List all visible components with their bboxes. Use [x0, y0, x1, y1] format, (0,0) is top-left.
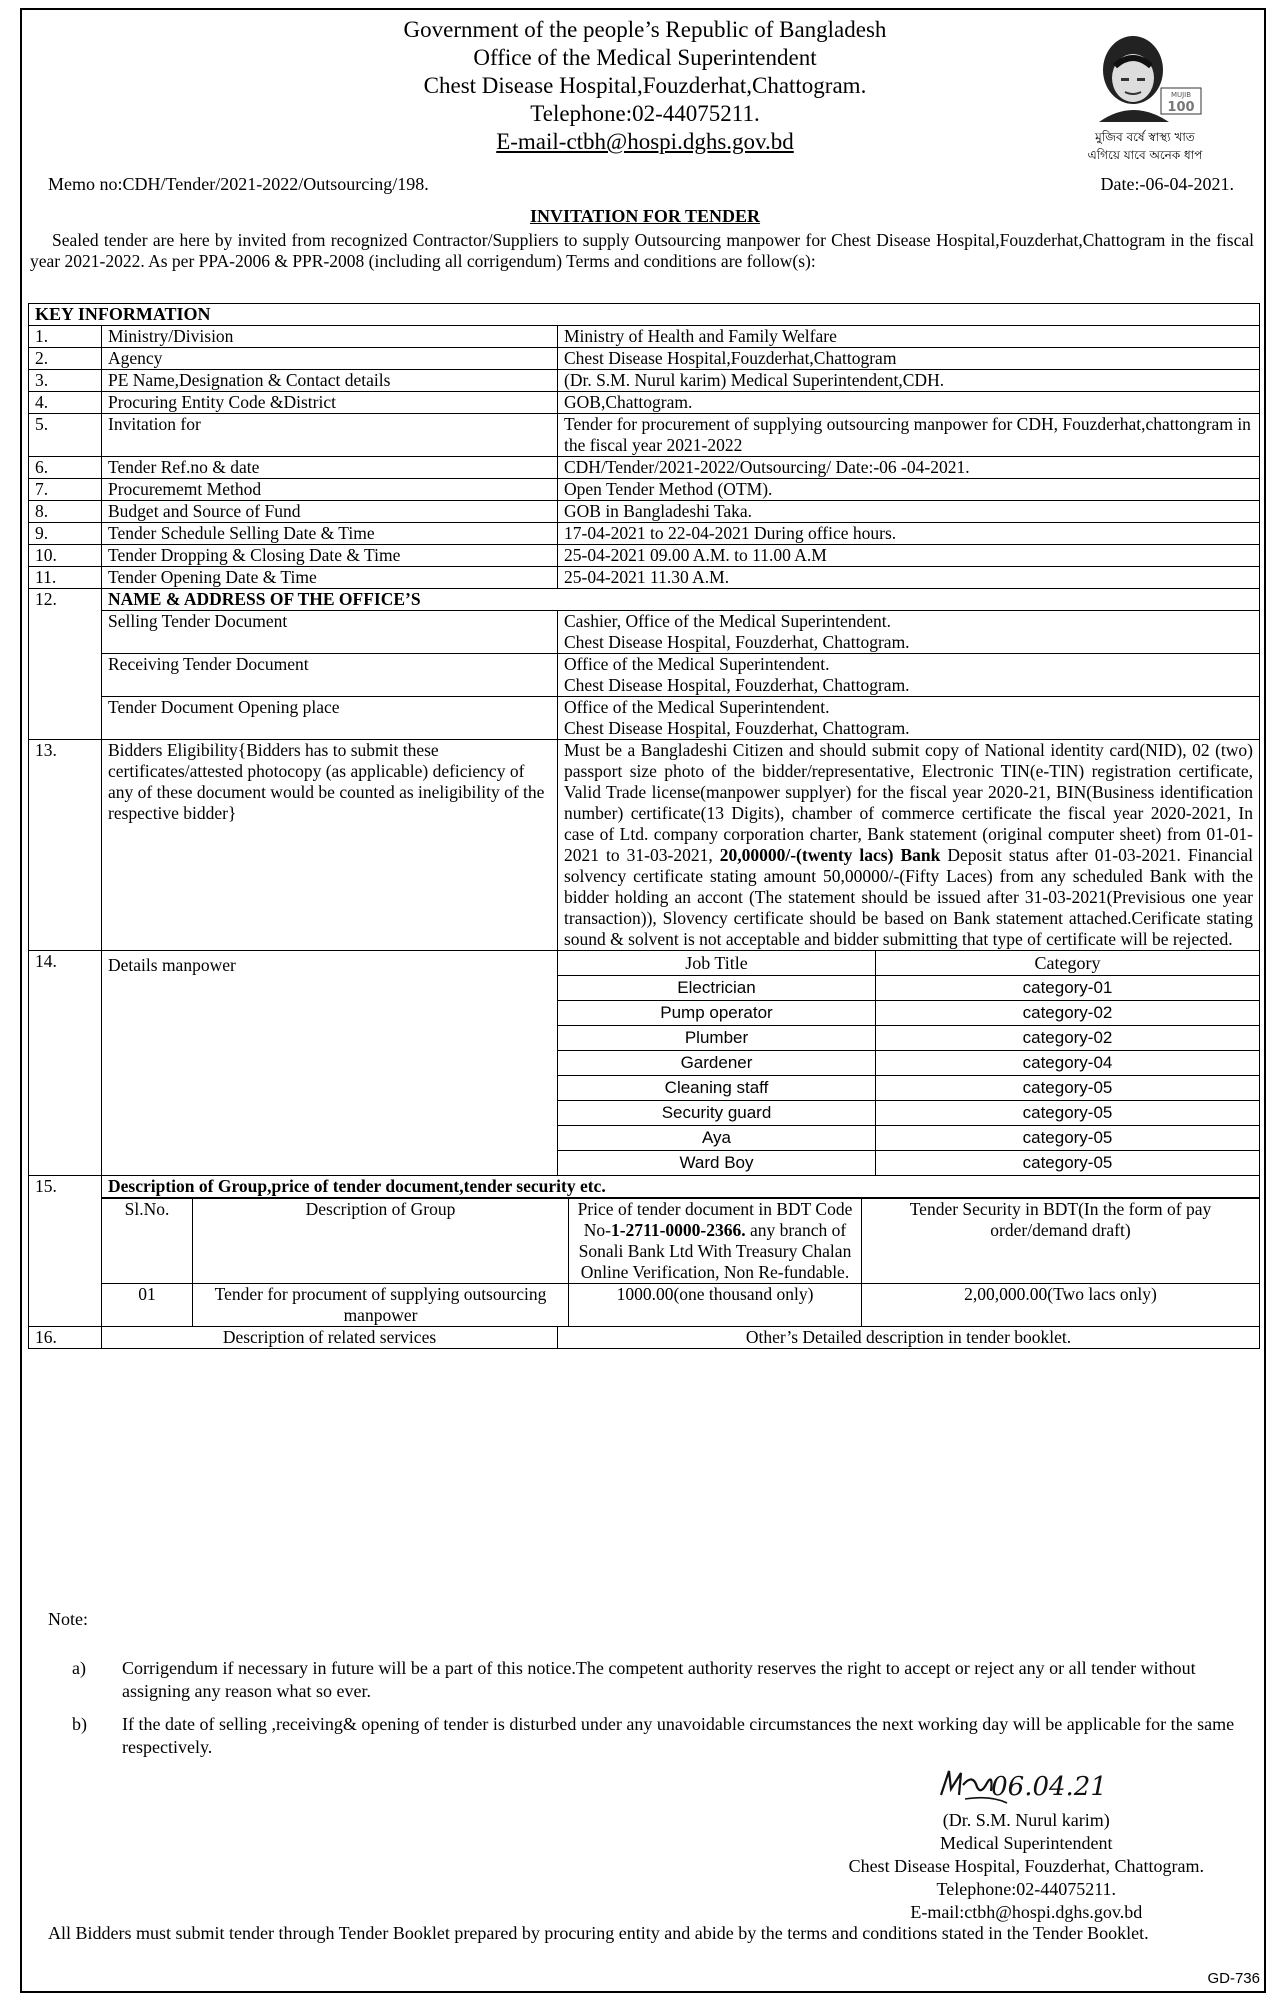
page-title: INVITATION FOR TENDER [529, 206, 761, 226]
job-category: category-05 [876, 1076, 1260, 1101]
row-label: Tender Opening Date & Time [102, 567, 558, 589]
group-sl: 01 [102, 1284, 193, 1327]
manpower-item [558, 1101, 1259, 1126]
related-services-label: Description of related services [102, 1327, 558, 1349]
address-line-2: Chest Disease Hospital, Fouzderhat, Chattogram. [564, 675, 910, 695]
info-row [29, 545, 1260, 567]
row-value: CDH/Tender/2021-2022/Outsourcing/ Date:-06 -04-2021. [558, 457, 1260, 479]
address-line-1: Office of the Medical Superintendent. [564, 697, 830, 717]
row-value: 25-04-2021 09.00 A.M. to 11.00 A.M [558, 545, 1260, 567]
svg-text:100: 100 [1167, 100, 1195, 115]
office-address [558, 697, 1260, 740]
job-category: category-01 [876, 976, 1260, 1001]
row-value: Ministry of Health and Family Welfare [558, 326, 1260, 348]
job-title: Plumber [558, 1026, 876, 1051]
manpower-header [558, 951, 1259, 976]
signatory-designation: Medical Superintendent [940, 1833, 1113, 1853]
eligibility-text-a: Must be a Bangladeshi Citizen and should submit copy of National identity card(NID), 02 (two) passport size photo of the bidder/representative, Electronic TIN(e-TIN) registration certificate, Valid Trade license(manpower supplyer) for the fiscal year 2020-21, BIN(Business identification number) certificate(13 Digits), chamber of commerce certificate the fiscal year 2020-2021, In case of Ltd. company corporation charter, Bank statement (original computer sheet) from 01-01-2021 to 31-03-2021, [564, 740, 1253, 865]
row-number: 5. [29, 414, 102, 457]
address-line-1: Cashier, Office of the Medical Superintendent. [564, 611, 891, 631]
tender-notice-page [20, 8, 1266, 1993]
info-row [29, 348, 1260, 370]
row-number: 6. [29, 457, 102, 479]
job-category: category-02 [876, 1026, 1260, 1051]
memo-date: Date:-06-04-2021. [1100, 174, 1234, 194]
group-heading: Description of Group,price of tender document,tender security etc. [102, 1176, 1260, 1198]
eligibility-text-b: Deposit status after 01-03-2021. Financial solvency certificate stating amount 50,00000/-(Fifty Laces) from any scheduled Bank with the bidder holding an accont (The statement should be issued after 31-03-2021(Previsious one year transaction)), Slovency certificate should be based on Bank statement attached.Cerificate stating sound & solvent is not acceptable and bidder submitting that type of certificate will be rejected. [564, 845, 1253, 949]
office-label: Selling Tender Document [102, 611, 558, 654]
group-heading-row [29, 1176, 1260, 1198]
row-value: GOB,Chattogram. [558, 392, 1260, 414]
note-item [48, 1713, 1248, 1759]
note-heading: Note: [48, 1609, 88, 1629]
info-row [29, 523, 1260, 545]
office-heading: NAME & ADDRESS OF THE OFFICE’S [102, 589, 1260, 611]
row-label: PE Name,Designation & Contact details [102, 370, 558, 392]
manpower-item [558, 1001, 1259, 1026]
manpower-row [29, 951, 1260, 1176]
related-services-value: Other’s Detailed description in tender booklet. [558, 1327, 1260, 1349]
group-header [102, 1199, 1259, 1284]
job-category: category-02 [876, 1001, 1260, 1026]
row-number: 7. [29, 479, 102, 501]
row-number: 15. [29, 1176, 102, 1327]
row-number: 14. [29, 951, 102, 1176]
email-line: E-mail-ctbh@hospi.dghs.gov.bd [496, 129, 794, 154]
manpower-item [558, 1151, 1259, 1176]
manpower-item [558, 1051, 1259, 1076]
government-line: Government of the people’s Republic of Bangladesh [403, 17, 887, 42]
signatory-name: (Dr. S.M. Nurul karim) [942, 1810, 1110, 1830]
address-line-1: Office of the Medical Superintendent. [564, 654, 830, 674]
related-services-row [29, 1327, 1260, 1349]
job-title: Pump operator [558, 1001, 876, 1026]
seal-caption-1: মুজিব বর্ষে স্বাস্থ্য খাত [1095, 130, 1195, 144]
telephone-line: Telephone:02-44075211. [530, 101, 760, 126]
address-line-2: Chest Disease Hospital, Fouzderhat, Chattogram. [564, 632, 910, 652]
footer-note: All Bidders must submit tender through Tender Booklet prepared by procuring entity and abide by the terms and conditions stated in the Tender Booklet. [48, 1923, 1149, 1943]
signature-date: 06.04.21 [991, 1772, 1108, 1802]
info-row [29, 370, 1260, 392]
job-title: Electrician [558, 976, 876, 1001]
row-number: 4. [29, 392, 102, 414]
security-header: Tender Security in BDT(In the form of pay order/demand draft) [862, 1199, 1260, 1284]
info-row [29, 457, 1260, 479]
row-label: Budget and Source of Fund [102, 501, 558, 523]
info-row [29, 479, 1260, 501]
note-text: If the date of selling ,receiving& opening of tender is disturbed under any unavoidable circumstances the next working day will be applicable for the same respectively. [122, 1714, 1235, 1757]
manpower-item [558, 1026, 1259, 1051]
job-title: Gardener [558, 1051, 876, 1076]
job-title: Security guard [558, 1101, 876, 1126]
group-desc: Tender for procument of supplying outsourcing manpower [193, 1284, 569, 1327]
row-label: Agency [102, 348, 558, 370]
seal-logo-text: MUJIB [1170, 91, 1192, 99]
signatory-office: Chest Disease Hospital, Fouzderhat, Chattogram. [848, 1856, 1204, 1876]
note-item [48, 1657, 1248, 1703]
key-info-heading: KEY INFORMATION [29, 304, 1260, 326]
memo-number: Memo no:CDH/Tender/2021-2022/Outsourcing/198. [48, 174, 429, 194]
job-category: category-05 [876, 1126, 1260, 1151]
eligibility-text-bold: 20,00000/-(twenty lacs) Bank [719, 845, 941, 865]
eligibility-label: Bidders Eligibility{Bidders has to submit these certificates/attested photocopy (as applicable) deficiency of any of these document would be counted as ineligibility of the respective bidder} [102, 740, 558, 951]
row-value: Open Tender Method (OTM). [558, 479, 1260, 501]
row-number: 13. [29, 740, 102, 951]
manpower-cell [558, 951, 1260, 1176]
intro-paragraph: Sealed tender are here by invited from recognized Contractor/Suppliers to supply Outsourcing manpower for Chest Disease Hospital,Fouzderhat,Chattogram in the fiscal year 2021-2022. As per PPA-2006 & PPR-2008 (including all corrigendum) Terms and conditions are follow(s): [30, 230, 1254, 271]
job-category: category-05 [876, 1151, 1260, 1176]
office-row [29, 697, 1260, 740]
sl-header: Sl.No. [102, 1199, 193, 1284]
mujib-portrait-icon [1085, 32, 1205, 122]
signatory-telephone: Telephone:02-44075211. [936, 1879, 1117, 1899]
row-number: 9. [29, 523, 102, 545]
job-title: Cleaning staff [558, 1076, 876, 1101]
office-heading-row [29, 589, 1260, 611]
manpower-table [558, 951, 1259, 1175]
manpower-item [558, 1126, 1259, 1151]
office-row [29, 654, 1260, 697]
handwritten-signature [921, 1765, 1131, 1809]
manpower-label: Details manpower [102, 951, 558, 1176]
hospital-line: Chest Disease Hospital,Fouzderhat,Chattogram. [423, 73, 867, 98]
note-label: a) [72, 1658, 86, 1678]
document-code: GD-736 [1207, 1970, 1260, 1987]
row-number: 2. [29, 348, 102, 370]
row-label: Tender Schedule Selling Date & Time [102, 523, 558, 545]
group-table [102, 1198, 1259, 1326]
row-label: Tender Ref.no & date [102, 457, 558, 479]
office-label: Receiving Tender Document [102, 654, 558, 697]
info-row [29, 567, 1260, 589]
row-value: 25-04-2021 11.30 A.M. [558, 567, 1260, 589]
row-number: 12. [29, 589, 102, 740]
note-label: b) [72, 1714, 87, 1734]
row-label: Tender Dropping & Closing Date & Time [102, 545, 558, 567]
signatory-email: E-mail:ctbh@hospi.dghs.gov.bd [910, 1902, 1143, 1922]
row-value: 17-04-2021 to 22-04-2021 During office hours. [558, 523, 1260, 545]
job-title: Ward Boy [558, 1151, 876, 1176]
seal-caption-2: এগিয়ে যাবে অনেক ধাপ [1087, 148, 1203, 162]
mujib-100-seal [1080, 32, 1210, 163]
row-value: Tender for procurement of supplying outsourcing manpower for CDH, Fouzderhat,chattongram in the fiscal year 2021-2022 [558, 414, 1260, 457]
key-information-table [28, 303, 1260, 1349]
row-label: Ministry/Division [102, 326, 558, 348]
office-line: Office of the Medical Superintendent [473, 45, 817, 70]
job-title: Aya [558, 1126, 876, 1151]
row-number: 1. [29, 326, 102, 348]
group-table-row [29, 1198, 1260, 1327]
info-row [29, 501, 1260, 523]
row-number: 3. [29, 370, 102, 392]
manpower-item [558, 1076, 1259, 1101]
job-title-header: Job Title [558, 951, 876, 976]
group-security: 2,00,000.00(Two lacs only) [862, 1284, 1260, 1327]
row-number: 16. [29, 1327, 102, 1349]
row-label: Invitation for [102, 414, 558, 457]
row-label: Procuring Entity Code &District [102, 392, 558, 414]
eligibility-row [29, 740, 1260, 951]
memo-row [48, 174, 1234, 195]
key-info-heading-row [29, 304, 1260, 326]
signature-block [849, 1765, 1204, 1924]
row-number: 8. [29, 501, 102, 523]
price-header-a: Price of tender document in BDT Code No- [577, 1199, 853, 1240]
row-number: 10. [29, 545, 102, 567]
row-label: Procurememt Method [102, 479, 558, 501]
notes-section [48, 1608, 1248, 1759]
address-line-2: Chest Disease Hospital, Fouzderhat, Chattogram. [564, 718, 910, 738]
info-row [29, 326, 1260, 348]
office-label: Tender Document Opening place [102, 697, 558, 740]
job-category: category-05 [876, 1101, 1260, 1126]
eligibility-text [558, 740, 1260, 951]
price-header [569, 1199, 862, 1284]
office-address [558, 611, 1260, 654]
row-number: 11. [29, 567, 102, 589]
manpower-item [558, 976, 1259, 1001]
info-row [29, 414, 1260, 457]
info-row [29, 392, 1260, 414]
row-value: GOB in Bangladeshi Taka. [558, 501, 1260, 523]
row-value: (Dr. S.M. Nurul karim) Medical Superintendent,CDH. [558, 370, 1260, 392]
row-value: Chest Disease Hospital,Fouzderhat,Chattogram [558, 348, 1260, 370]
category-header: Category [876, 951, 1260, 976]
group-cell [102, 1198, 1260, 1327]
group-data-row [102, 1284, 1259, 1327]
office-address [558, 654, 1260, 697]
price-code: 1-2711-0000-2366. [610, 1220, 746, 1240]
office-row [29, 611, 1260, 654]
price-header-b: any branch of Sonali Bank Ltd With Treasury Chalan Online Verification, Non Re-fundable. [578, 1220, 852, 1282]
note-text: Corrigendum if necessary in future will be a part of this notice.The competent authority reserves the right to accept or reject any or all tender without assigning any reason what so ever. [122, 1658, 1196, 1701]
group-desc-header: Description of Group [193, 1199, 569, 1284]
group-price: 1000.00(one thousand only) [569, 1284, 862, 1327]
job-category: category-04 [876, 1051, 1260, 1076]
